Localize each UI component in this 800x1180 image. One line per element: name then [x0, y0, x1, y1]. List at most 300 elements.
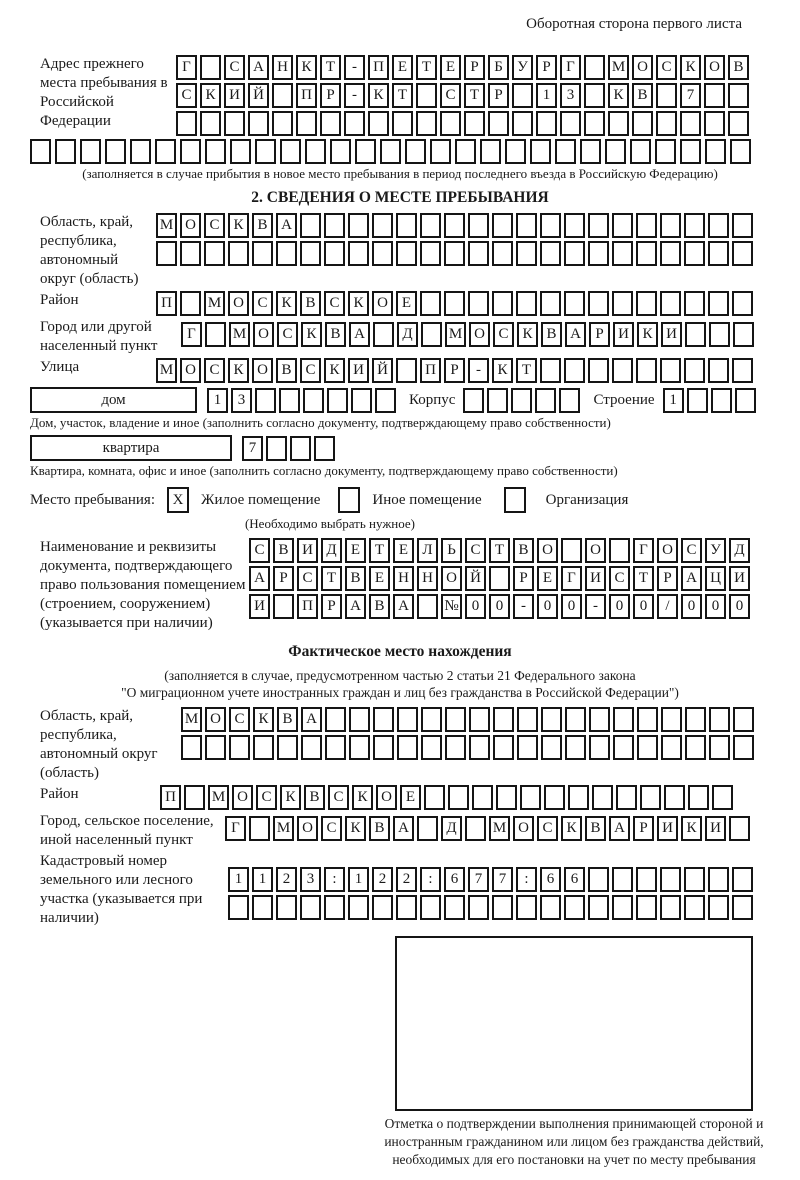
char-cell: Л — [417, 538, 438, 563]
char-cell — [496, 785, 517, 810]
char-cell — [660, 867, 681, 892]
char-cell: К — [200, 83, 221, 108]
document-row-2 — [249, 566, 753, 591]
char-cell — [584, 55, 605, 80]
fact-caption-line2: "О миграционном учете иностранных граждан и лиц без гражданства в Российской Федерации") — [121, 685, 679, 700]
char-cell — [416, 83, 437, 108]
char-cell: В — [276, 358, 297, 383]
char-cell — [176, 111, 197, 136]
char-cell — [205, 139, 226, 164]
char-cell — [564, 358, 585, 383]
char-cell: С — [328, 785, 349, 810]
apartment-row — [30, 435, 770, 461]
city-label: Город или другой населенный пункт — [40, 319, 158, 354]
char-cell — [480, 139, 501, 164]
char-cell — [588, 358, 609, 383]
char-cell: 2 — [276, 867, 297, 892]
char-cell — [540, 291, 561, 316]
char-cell — [684, 867, 705, 892]
char-cell: И — [224, 83, 245, 108]
char-cell — [612, 867, 633, 892]
char-cell — [564, 895, 585, 920]
char-cell — [272, 111, 293, 136]
char-cell — [613, 707, 634, 732]
char-cell — [421, 735, 442, 760]
char-cell: Р — [589, 322, 610, 347]
cadastral-label: Кадастровый номер земельного или лесного участка (указывается при наличии) — [40, 853, 203, 926]
char-cell: В — [300, 291, 321, 316]
char-cell: 0 — [633, 594, 654, 619]
char-cell — [656, 83, 677, 108]
char-cell — [609, 538, 630, 563]
char-cell — [729, 816, 750, 841]
char-cell: Е — [369, 566, 390, 591]
char-cell: 0 — [465, 594, 486, 619]
char-cell — [661, 707, 682, 732]
char-cell: В — [277, 707, 298, 732]
char-cell — [684, 241, 705, 266]
char-cell: О — [704, 55, 725, 80]
char-cell — [445, 707, 466, 732]
char-cell: П — [160, 785, 181, 810]
char-cell: В — [541, 322, 562, 347]
stroenie-label: Строение — [593, 391, 655, 408]
char-cell — [680, 139, 701, 164]
char-cell: И — [613, 322, 634, 347]
char-cell: Т — [464, 83, 485, 108]
korpus-label: Корпус — [409, 391, 456, 408]
char-cell: К — [280, 785, 301, 810]
char-cell: К — [608, 83, 629, 108]
char-cell: Р — [633, 816, 654, 841]
region-block — [30, 213, 770, 289]
char-cell: А — [248, 55, 269, 80]
char-cell: В — [273, 538, 294, 563]
char-cell: Д — [729, 538, 750, 563]
char-cell: Р — [321, 594, 342, 619]
char-cell — [712, 785, 733, 810]
char-cell — [708, 358, 729, 383]
char-cell: О — [297, 816, 318, 841]
char-cell: А — [393, 594, 414, 619]
char-cell: С — [249, 538, 270, 563]
char-cell — [564, 213, 585, 238]
char-cell: О — [253, 322, 274, 347]
char-cell — [733, 735, 754, 760]
char-cell — [660, 291, 681, 316]
char-cell — [505, 139, 526, 164]
char-cell — [636, 213, 657, 238]
char-cell: И — [729, 566, 750, 591]
char-cell — [656, 111, 677, 136]
char-cell: Е — [396, 291, 417, 316]
char-cell — [511, 388, 532, 413]
char-cell: М — [181, 707, 202, 732]
char-cell: О — [537, 538, 558, 563]
house-type-box: дом — [30, 387, 197, 413]
char-cell: Г — [633, 538, 654, 563]
char-cell: 1 — [536, 83, 557, 108]
char-cell: К — [561, 816, 582, 841]
district-block — [30, 291, 770, 316]
prev-address-label: Адрес прежнего места пребывания в Российской Федерации — [40, 56, 168, 129]
char-cell — [228, 895, 249, 920]
char-cell — [517, 735, 538, 760]
char-cell: И — [249, 594, 270, 619]
cadastral-block — [30, 852, 770, 928]
char-cell — [468, 895, 489, 920]
document-block — [30, 538, 770, 633]
char-cell — [608, 111, 629, 136]
char-cell: К — [368, 83, 389, 108]
char-cell: К — [228, 213, 249, 238]
char-cell: К — [253, 707, 274, 732]
char-cell — [229, 735, 250, 760]
char-cell — [279, 388, 300, 413]
char-cell: А — [609, 816, 630, 841]
char-cell — [733, 322, 754, 347]
char-cell — [380, 139, 401, 164]
char-cell: Т — [416, 55, 437, 80]
char-cell — [493, 735, 514, 760]
char-cell — [325, 707, 346, 732]
char-cell — [392, 111, 413, 136]
char-cell: Т — [321, 566, 342, 591]
char-cell: 7 — [242, 436, 263, 461]
char-cell: О — [180, 358, 201, 383]
cadastral-row-1 — [228, 867, 756, 892]
char-cell — [463, 388, 484, 413]
char-cell — [660, 895, 681, 920]
char-cell: / — [657, 594, 678, 619]
region-row-2 — [156, 241, 756, 266]
char-cell: С — [493, 322, 514, 347]
char-cell: М — [445, 322, 466, 347]
stamp-box — [395, 936, 753, 1111]
char-cell: Ь — [441, 538, 462, 563]
char-cell — [469, 735, 490, 760]
char-cell — [305, 139, 326, 164]
region-label: Область, край, республика, автономный округ (область) — [40, 214, 139, 287]
char-cell: К — [348, 291, 369, 316]
char-cell — [588, 291, 609, 316]
korpus-cells — [463, 388, 583, 413]
char-cell: 7 — [680, 83, 701, 108]
char-cell — [492, 213, 513, 238]
char-cell: - — [585, 594, 606, 619]
char-cell — [565, 735, 586, 760]
char-cell — [488, 111, 509, 136]
char-cell — [489, 566, 510, 591]
char-cell — [535, 388, 556, 413]
char-cell — [687, 388, 708, 413]
char-cell: У — [705, 538, 726, 563]
char-cell: А — [276, 213, 297, 238]
char-cell: К — [228, 358, 249, 383]
char-cell: С — [609, 566, 630, 591]
char-cell — [468, 291, 489, 316]
char-cell — [541, 707, 562, 732]
char-cell: О — [372, 291, 393, 316]
char-cell — [444, 213, 465, 238]
char-cell: Г — [176, 55, 197, 80]
char-cell — [472, 785, 493, 810]
char-cell: Е — [392, 55, 413, 80]
char-cell: К — [517, 322, 538, 347]
char-cell: С — [204, 358, 225, 383]
char-cell — [733, 707, 754, 732]
char-cell — [368, 111, 389, 136]
stay-type-row — [30, 487, 770, 513]
char-cell — [276, 241, 297, 266]
char-cell: С — [300, 358, 321, 383]
char-cell — [588, 867, 609, 892]
char-cell — [420, 241, 441, 266]
char-cell — [255, 388, 276, 413]
prev-address-block — [30, 55, 770, 139]
char-cell: 1 — [348, 867, 369, 892]
char-cell — [348, 213, 369, 238]
char-cell — [664, 785, 685, 810]
char-cell: Т — [320, 55, 341, 80]
char-cell — [612, 241, 633, 266]
char-cell: А — [249, 566, 270, 591]
prev-address-row-4 — [30, 139, 770, 164]
stamp-caption: Отметка о подтверждении выполнения принимающей стороной и иностранным гражданином или лицом без гражданства действий, необходимых для его постановки на учет по месту пребывания — [384, 1116, 764, 1167]
char-cell: Т — [633, 566, 654, 591]
char-cell — [492, 241, 513, 266]
char-cell — [660, 213, 681, 238]
char-cell: О — [252, 358, 273, 383]
char-cell: О — [632, 55, 653, 80]
char-cell — [351, 388, 372, 413]
char-cell — [253, 735, 274, 760]
char-cell: Р — [536, 55, 557, 80]
char-cell — [277, 735, 298, 760]
char-cell: К — [492, 358, 513, 383]
char-cell: С — [224, 55, 245, 80]
fact-region-row-2 — [181, 735, 757, 760]
char-cell — [492, 291, 513, 316]
char-cell — [540, 895, 561, 920]
char-cell: Й — [465, 566, 486, 591]
prev-address-row-3 — [176, 111, 752, 136]
char-cell: П — [156, 291, 177, 316]
char-cell — [516, 241, 537, 266]
house-row — [30, 387, 770, 413]
cadastral-row-2 — [228, 895, 756, 920]
char-cell — [636, 358, 657, 383]
char-cell — [405, 139, 426, 164]
checkbox-other-premises — [338, 487, 360, 513]
checkbox-organization — [504, 487, 526, 513]
char-cell — [636, 867, 657, 892]
char-cell — [584, 111, 605, 136]
char-cell — [344, 111, 365, 136]
char-cell: О — [205, 707, 226, 732]
char-cell: Н — [393, 566, 414, 591]
char-cell: И — [297, 538, 318, 563]
char-cell — [249, 816, 270, 841]
char-cell — [711, 388, 732, 413]
char-cell: 0 — [681, 594, 702, 619]
char-cell: П — [368, 55, 389, 80]
char-cell: Ц — [705, 566, 726, 591]
char-cell — [373, 735, 394, 760]
apartment-cells — [242, 436, 338, 461]
char-cell — [290, 436, 311, 461]
char-cell — [396, 213, 417, 238]
char-cell — [708, 241, 729, 266]
char-cell — [300, 895, 321, 920]
section2-title: 2. СВЕДЕНИЯ О МЕСТЕ ПРЕБЫВАНИЯ — [251, 189, 549, 206]
char-cell — [444, 895, 465, 920]
house-number-cells — [207, 388, 399, 413]
char-cell — [130, 139, 151, 164]
char-cell: И — [661, 322, 682, 347]
char-cell: К — [345, 816, 366, 841]
char-cell: В — [513, 538, 534, 563]
char-cell — [200, 111, 221, 136]
char-cell: Н — [272, 55, 293, 80]
char-cell: - — [344, 83, 365, 108]
char-cell: У — [512, 55, 533, 80]
char-cell: К — [301, 322, 322, 347]
char-cell — [324, 213, 345, 238]
char-cell: Д — [321, 538, 342, 563]
char-cell: Е — [537, 566, 558, 591]
char-cell — [564, 291, 585, 316]
char-cell: С — [256, 785, 277, 810]
char-cell — [520, 785, 541, 810]
prev-address-row-1 — [176, 55, 752, 80]
char-cell — [536, 111, 557, 136]
char-cell — [420, 895, 441, 920]
char-cell: И — [657, 816, 678, 841]
char-cell — [589, 707, 610, 732]
char-cell — [373, 322, 394, 347]
char-cell — [397, 707, 418, 732]
char-cell — [255, 139, 276, 164]
char-cell — [685, 707, 706, 732]
char-cell: Р — [488, 83, 509, 108]
char-cell: А — [565, 322, 586, 347]
char-cell — [324, 895, 345, 920]
char-cell: С — [321, 816, 342, 841]
char-cell: 0 — [489, 594, 510, 619]
char-cell — [469, 707, 490, 732]
char-cell: С — [465, 538, 486, 563]
char-cell — [155, 139, 176, 164]
char-cell — [252, 895, 273, 920]
char-cell — [314, 436, 335, 461]
char-cell — [300, 213, 321, 238]
char-cell — [661, 735, 682, 760]
char-cell — [613, 735, 634, 760]
char-cell — [373, 707, 394, 732]
char-cell — [397, 735, 418, 760]
char-cell: С — [252, 291, 273, 316]
char-cell — [430, 139, 451, 164]
char-cell — [530, 139, 551, 164]
char-cell: Г — [225, 816, 246, 841]
char-cell — [660, 241, 681, 266]
char-cell — [445, 735, 466, 760]
char-cell — [355, 139, 376, 164]
char-cell — [685, 735, 706, 760]
district-label: Район — [40, 292, 79, 308]
char-cell: О — [513, 816, 534, 841]
char-cell — [540, 241, 561, 266]
fact-city-block — [30, 812, 770, 850]
char-cell — [684, 291, 705, 316]
char-cell: - — [468, 358, 489, 383]
char-cell — [512, 111, 533, 136]
char-cell: О — [585, 538, 606, 563]
char-cell: В — [252, 213, 273, 238]
char-cell: : — [324, 867, 345, 892]
char-cell — [330, 139, 351, 164]
char-cell — [105, 139, 126, 164]
char-cell — [704, 83, 725, 108]
char-cell: 1 — [207, 388, 228, 413]
prev-address-row-2 — [176, 83, 752, 108]
char-cell: К — [637, 322, 658, 347]
char-cell — [421, 322, 442, 347]
char-cell — [688, 785, 709, 810]
char-cell: К — [680, 55, 701, 80]
char-cell — [300, 241, 321, 266]
fact-district-block — [30, 785, 770, 810]
char-cell — [348, 241, 369, 266]
char-cell — [421, 707, 442, 732]
char-cell: № — [441, 594, 462, 619]
char-cell: М — [608, 55, 629, 80]
fact-district-row — [160, 785, 736, 810]
char-cell: В — [369, 594, 390, 619]
char-cell — [468, 213, 489, 238]
char-cell — [276, 895, 297, 920]
document-rows — [249, 538, 753, 622]
char-cell: 3 — [300, 867, 321, 892]
char-cell: Р — [320, 83, 341, 108]
house-caption: Дом, участок, владение и иное (заполнить согласно документу, подтверждающему право собственности) — [30, 415, 611, 430]
char-cell: П — [420, 358, 441, 383]
char-cell — [735, 388, 756, 413]
document-row-3 — [249, 594, 753, 619]
char-cell — [655, 139, 676, 164]
char-cell: С — [229, 707, 250, 732]
char-cell — [709, 735, 730, 760]
char-cell: 0 — [609, 594, 630, 619]
checkbox-residential: X — [167, 487, 189, 513]
char-cell — [630, 139, 651, 164]
fact-district-label: Район — [40, 786, 79, 802]
char-cell — [561, 538, 582, 563]
city-block — [30, 318, 770, 356]
char-cell: К — [352, 785, 373, 810]
char-cell — [516, 291, 537, 316]
char-cell: Е — [440, 55, 461, 80]
char-cell — [200, 55, 221, 80]
char-cell: Д — [441, 816, 462, 841]
char-cell — [204, 241, 225, 266]
char-cell: К — [324, 358, 345, 383]
char-cell — [252, 241, 273, 266]
char-cell: М — [204, 291, 225, 316]
char-cell — [636, 241, 657, 266]
region-rows — [156, 213, 756, 269]
